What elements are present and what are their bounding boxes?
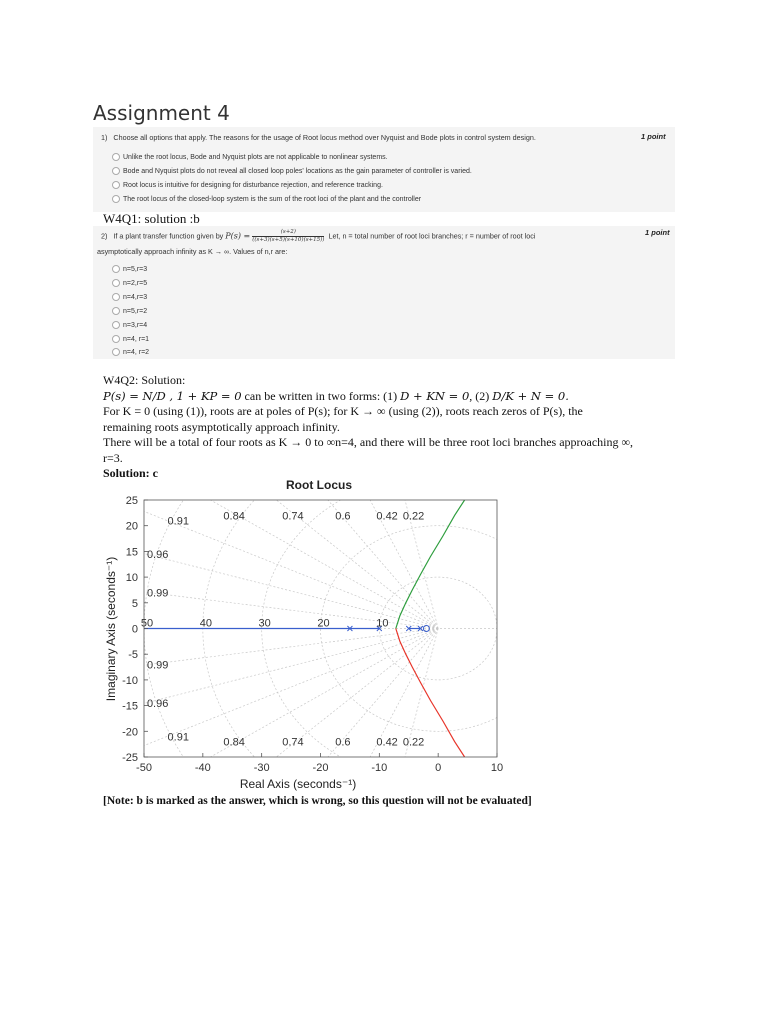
y-axis-label: Imaginary Axis (seconds⁻¹): [104, 556, 118, 702]
q2-option-g[interactable]: n=4, r=2: [112, 348, 149, 356]
radio-icon[interactable]: [112, 307, 120, 315]
tf-numerator: (s+2): [252, 229, 324, 237]
damping-label: 0.91: [167, 731, 189, 744]
radio-icon[interactable]: [112, 167, 120, 175]
damping-label: 0.74: [282, 510, 304, 523]
q2-option-c[interactable]: n=4,r=3: [112, 293, 147, 301]
q2-option-e[interactable]: n=3,r=4: [112, 321, 147, 329]
radio-icon[interactable]: [112, 335, 120, 343]
frequency-label: 40: [199, 617, 212, 630]
damping-label: 0.96: [146, 698, 169, 711]
radio-icon[interactable]: [112, 321, 120, 329]
q2-option-f[interactable]: n=4, r=1: [112, 335, 149, 343]
y-tick-label: 15: [125, 546, 138, 559]
q1-option-1[interactable]: Unlike the root locus, Bode and Nyquist plots are not applicable to nonlinear systems.: [112, 153, 388, 161]
page-title: Assignment 4: [93, 101, 230, 125]
question-1-points: 1 point: [641, 132, 666, 141]
q2-solution-heading: W4Q2: Solution:: [103, 373, 186, 387]
q2-solution-line3: remaining roots asymptotically approach infinity.: [103, 419, 340, 434]
question-1-card: [93, 127, 675, 212]
q1-option-3[interactable]: Root locus is intuitive for designing for disturbance rejection, and reference tracking.: [112, 181, 383, 189]
q2-option-b[interactable]: n=2,r=5: [112, 279, 147, 287]
q2-solution-line5: r=3.: [103, 450, 123, 465]
question-1-text: [101, 133, 536, 142]
damping-label: 0.22: [402, 736, 425, 749]
y-tick-label: 20: [125, 520, 138, 533]
x-tick-label: -40: [194, 762, 211, 774]
q2-solution-line1: P(s) = N/D , 1 + KP = 0 can be written in two forms: (1) D + KN = 0, (2) D/K + N = 0.: [103, 388, 569, 403]
q2-solution-answer: Solution: c: [103, 466, 159, 480]
radio-icon[interactable]: [112, 293, 120, 301]
note: [Note: b is marked as the answer, which is wrong, so this question will not be evaluated]: [103, 795, 532, 807]
x-tick-label: -50: [136, 762, 152, 774]
radio-icon[interactable]: [112, 153, 120, 161]
q2-option-a[interactable]: n=5,r=3: [112, 265, 147, 273]
damping-label: 0.22: [402, 510, 425, 523]
root-locus-chart: [100, 474, 510, 794]
x-tick-label: 0: [435, 762, 442, 774]
x-axis-label: Real Axis (seconds⁻¹): [239, 777, 357, 791]
transfer-function-fraction: [252, 229, 324, 244]
q2-solution-line2: For K = 0 (using (1)), roots are at poles of P(s); for K → ∞ (using (2)), roots reach zeros of P(s), the: [103, 404, 583, 418]
y-tick-label: -25: [122, 752, 138, 764]
y-tick-label: -20: [122, 726, 138, 739]
x-tick-label: 10: [490, 762, 504, 774]
x-tick-label: -30: [253, 762, 270, 774]
tf-denominator: ((s+3)(s+5)(s+10)(s+15)): [252, 237, 325, 243]
damping-label: 0.84: [223, 510, 245, 523]
radio-icon[interactable]: [112, 181, 120, 189]
question-1-prompt: Choose all options that apply. The reasons for the usage of Root locus method over Nyquist and Bode plots in control system design.: [113, 133, 536, 142]
question-2-text: [101, 229, 535, 244]
q1-option-4[interactable]: The root locus of the closed-loop system is the sum of the root loci of the plant and the controller: [112, 195, 421, 203]
question-2-line2: asymptotically approach infinity as K → ∞. Values of n,r are:: [97, 247, 288, 256]
damping-label: 0.74: [282, 736, 304, 749]
damping-label: 0.84: [223, 736, 245, 749]
y-tick-label: 25: [125, 495, 138, 507]
damping-label: 0.42: [376, 510, 398, 523]
radio-icon[interactable]: [112, 348, 120, 356]
question-1-number: 1): [101, 133, 108, 142]
q1-option-2[interactable]: Bode and Nyquist plots do not reveal all closed loop poles' locations as the gain parameter of controller is varied.: [112, 167, 472, 175]
damping-label: 0.6: [335, 510, 351, 523]
damping-label: 0.96: [146, 548, 169, 561]
radio-icon[interactable]: [112, 195, 120, 203]
y-tick-label: -5: [128, 649, 138, 662]
chart-title: Root Locus: [286, 478, 352, 492]
frequency-label: 50: [140, 617, 154, 630]
question-2-card: [93, 226, 675, 359]
x-tick-label: -20: [312, 762, 329, 774]
radio-icon[interactable]: [112, 265, 120, 273]
y-tick-label: -15: [122, 700, 138, 713]
y-tick-label: 5: [131, 597, 138, 610]
frequency-label: 30: [258, 617, 271, 630]
q2-solution-line4: There will be a total of four roots as K → 0 to ∞n=4, and there will be three root loci branches approaching ∞,: [103, 435, 634, 449]
q2-solution: [103, 373, 683, 482]
question-2-points: 1 point: [645, 228, 670, 237]
frequency-label: 10: [376, 617, 389, 630]
y-tick-label: 10: [125, 572, 138, 585]
frequency-label: 20: [317, 617, 330, 630]
y-tick-label: 0: [131, 623, 138, 636]
transfer-function-lhs: P(s) =: [225, 231, 251, 241]
x-tick-label: -10: [371, 762, 388, 774]
q2-option-d[interactable]: n=5,r=2: [112, 307, 147, 315]
damping-label: 0.99: [146, 659, 169, 672]
damping-label: 0.99: [146, 587, 169, 600]
y-tick-label: -10: [122, 674, 138, 687]
question-2-prompt: If a plant transfer function given by: [113, 231, 224, 241]
radio-icon[interactable]: [112, 279, 120, 287]
question-2-number: 2): [101, 231, 108, 241]
damping-label: 0.6: [335, 736, 351, 749]
damping-label: 0.91: [167, 515, 189, 528]
damping-label: 0.42: [376, 736, 398, 749]
question-2-prompt-cont: Let, n = total number of root loci branches; r = number of root loci: [328, 231, 536, 241]
q1-solution: W4Q1: solution :b: [103, 211, 200, 226]
